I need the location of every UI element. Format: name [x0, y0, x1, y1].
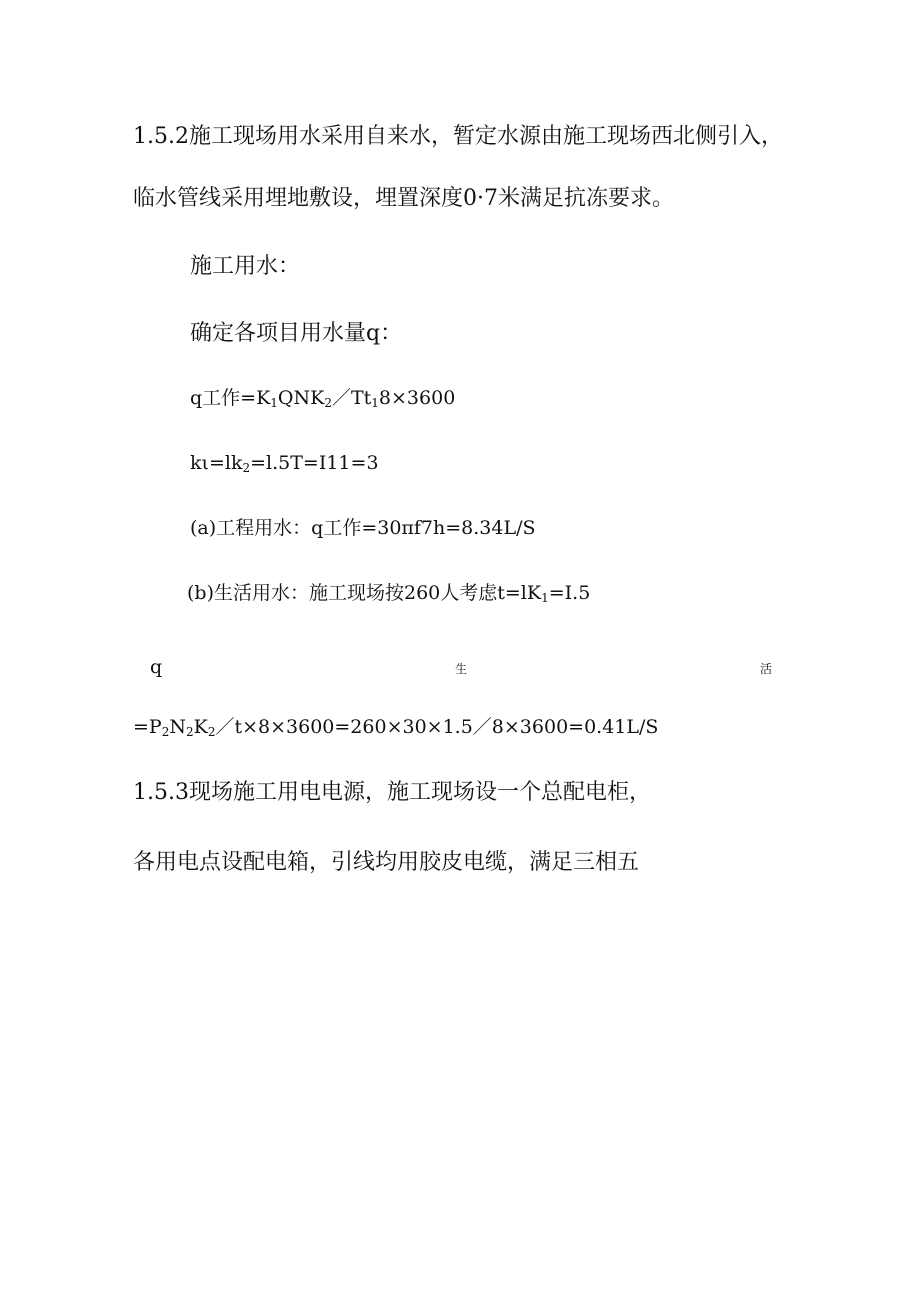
- formula-subscript: 2: [185, 725, 194, 739]
- formula-subscript: 1: [270, 396, 278, 410]
- item-b-part: =I.5: [548, 582, 591, 604]
- formula-subscript: 1: [371, 396, 379, 410]
- formula-q-living-part: K: [193, 716, 208, 738]
- formula-q-living: [133, 712, 658, 742]
- paragraph-power-line-1: 1.5.3现场施工用电电源，施工现场设一个总配电柜，: [133, 780, 651, 805]
- formula-subscript: 2: [242, 461, 251, 475]
- formula-q-work: [190, 383, 455, 413]
- formula-subscript: 2: [161, 725, 170, 739]
- formula-subscript: 2: [324, 396, 332, 410]
- q-symbol: q: [150, 656, 163, 678]
- formula-q-work-part: 8×3600: [378, 387, 456, 409]
- paragraph-power-line-2: 各用电点设配电箱，引线均用胶皮电缆，满足三相五: [133, 850, 640, 875]
- subscript-huo: 活: [759, 662, 772, 676]
- formula-q-living-part: =P: [133, 716, 162, 738]
- formula-q-living-part: N: [169, 716, 186, 738]
- formula-subscript: 1: [541, 591, 549, 605]
- item-a-engineering-water: (a)工程用水：q工作=30πf7h=8.34L/S: [190, 517, 536, 539]
- formula-q-work-part: q工作=K: [190, 387, 271, 409]
- formula-q-work-part: ／Tt: [331, 387, 372, 409]
- formula-coefficients-part: kι=lk: [190, 452, 243, 474]
- formula-coefficients: [190, 448, 379, 478]
- heading-construction-water: 施工用水：: [190, 254, 301, 279]
- item-b-part: (b)生活用水：施工现场按260人考虑t=lK: [187, 582, 542, 604]
- q-living-row: [150, 656, 772, 678]
- formula-subscript: 2: [207, 725, 216, 739]
- item-b-living-water: [187, 578, 590, 608]
- determine-water-quantity: 确定各项目用水量q：: [190, 321, 403, 346]
- formula-q-living-part: ／t×8×3600=260×30×1.5／8×3600=0.41L/S: [215, 716, 659, 738]
- paragraph-water-line-2: 临水管线采用埋地敷设，埋置深度0·7米满足抗冻要求。: [133, 186, 674, 211]
- subscript-sheng: 生: [455, 662, 468, 676]
- formula-coefficients-part: =l.5T=I11=3: [250, 452, 379, 474]
- formula-q-work-part: QNK: [277, 387, 325, 409]
- paragraph-water-line-1: 1.5.2施工现场用水采用自来水，暂定水源由施工现场西北侧引入，: [133, 124, 783, 149]
